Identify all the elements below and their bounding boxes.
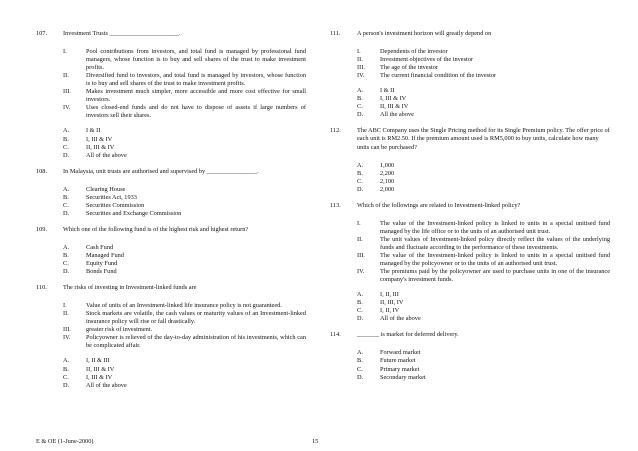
question-text: A person's investment horizon will greatly depend on [357,30,492,37]
answer-option [357,315,610,323]
question-text: The ABC Company uses the Single Pricing method for its Single Premium policy. The offer price of each unit is RM2.50. If the premium amount used is RM5,000 to buy units, calculate how many units can be purchased? [357,127,610,151]
spacer [36,237,306,244]
option-letter: D. [357,373,364,381]
option-letter: B. [63,193,69,201]
option-letter: D. [63,268,70,276]
question-number: 112. [330,127,341,135]
question-block [36,30,306,160]
question-number: 107. [36,30,48,37]
question-block [36,284,306,390]
statement-item [357,220,610,236]
option-text: Clearing House [86,185,126,193]
option-letter: C. [357,365,363,373]
statement-item [357,252,610,268]
option-text: 1,000 [380,161,395,169]
roman-numeral: III. [63,88,71,96]
statement-item [357,56,610,64]
option-text: 2,200 [380,169,395,177]
question-block [330,30,610,119]
option-text: Managed Fund [86,251,124,259]
statement-text: Investment objectives of the investor [380,56,474,64]
question-block [330,202,610,324]
statement-item [357,236,610,252]
spacer [330,342,610,349]
spacer [36,41,306,48]
question-block [36,168,306,218]
option-letter: B. [63,365,69,373]
question-stem [330,331,610,339]
option-text: Secondary market [380,373,426,381]
roman-numeral: IV. [63,104,71,112]
option-letter: D. [357,315,364,323]
spacer [36,179,306,186]
spacer [330,41,610,48]
option-text: Cash Fund [86,243,114,251]
answer-option [357,291,610,299]
question-stem [36,226,306,234]
left-column [36,30,306,398]
roman-numeral: I. [357,219,361,227]
answer-option [63,202,306,210]
roman-numeral: III. [63,326,71,334]
statement-text: The unit values of Investment-linked policy directly reflect the values of the underlying funds and fluctuate according to the performance of these investments. [380,235,610,251]
option-letter: A. [63,357,70,365]
option-letter: C. [63,260,69,268]
statement-text: The age of the investor [380,64,439,72]
answer-option [357,111,610,119]
option-letter: B. [63,135,69,143]
option-text: Securities Act, 1933 [86,193,137,201]
question-number: 109. [36,225,48,233]
question-number: 114. [330,331,341,339]
statement-item [357,72,610,80]
statement-text: The current financial condition of the investor [380,72,497,80]
statement-item [63,302,306,310]
answer-option [357,299,610,307]
option-text: I, III & IV [86,373,113,381]
answer-option [357,170,610,178]
option-letter: D. [63,151,70,159]
spacer [330,284,610,291]
spacer [330,155,610,162]
answer-option [63,152,306,160]
question-block [330,331,610,381]
answer-option [63,144,306,152]
question-stem [36,30,306,38]
spacer [330,213,610,220]
answer-option [63,268,306,276]
option-letter: A. [357,349,364,357]
question-text: In Malaysia, unit trusts are authorised and supervised by ________________. [63,167,259,175]
option-letter: A. [63,185,70,193]
question-text: Investment Trusts ______________________. [63,30,181,37]
statement-item [357,268,610,284]
statement-text: Pool contributions from investors, and total fund is managed by professional fund managers, whose function is to buy and sell shares of the trust to make investment profits. [86,48,306,72]
answer-option [63,366,306,374]
answer-option [357,366,610,374]
option-text: Forward market [380,349,421,357]
answer-option [63,210,306,218]
answer-option [357,186,610,194]
question-text: _______ is market for deferred delivery. [357,331,459,339]
option-letter: A. [63,243,70,251]
option-letter: C. [63,201,69,209]
option-text: II, III, IV [380,299,404,307]
option-letter: D. [357,185,364,193]
statement-item [63,326,306,334]
option-text: I & II [86,127,101,135]
roman-numeral: II. [357,56,363,64]
answer-option [63,244,306,252]
option-letter: B. [63,251,69,259]
roman-numeral: II. [63,310,69,318]
statement-item [63,334,306,350]
option-letter: C. [63,143,69,151]
question-number: 110. [36,284,47,292]
statement-item [357,64,610,72]
roman-numeral: I. [63,48,67,56]
question-text: The risks of investing in Investment-linked funds are [63,284,197,292]
question-text: Which of the followings are related to Investment-linked policy? [357,201,521,209]
question-stem [36,284,306,292]
statement-text: Policyowner is relieved of the day-to-day administration of his investments, which can be complicated affair. [86,334,306,350]
option-text: II, III & IV [86,143,115,151]
option-text: All the above [380,111,414,119]
question-stem [330,30,610,38]
option-letter: D. [63,381,70,389]
question-block [330,127,610,193]
option-text: Primary market [380,365,420,373]
option-text: Securities Commission [86,201,145,209]
answer-option [63,186,306,194]
answer-option [63,374,306,382]
statement-text: greater risk of investment. [86,326,153,334]
spacer [36,120,306,127]
answer-option [63,136,306,144]
option-letter: C. [63,373,69,381]
option-letter: A. [357,161,364,169]
answer-option [357,178,610,186]
spacer [36,295,306,302]
answer-option [63,252,306,260]
right-column [330,30,610,390]
option-text: I, II, III [380,291,399,299]
question-block [36,226,306,276]
spacer [36,350,306,357]
option-text: 2,000 [380,185,395,193]
footer-edition: E & OE (1-June-2000) [36,438,94,445]
option-text: Securities and Exchange Commission [86,209,182,217]
question-stem [330,202,610,210]
statement-item [63,88,306,104]
option-letter: C. [357,177,363,185]
statement-text: Stock markets are volatile, the cash values or maturity values of an Investment-linked insurance policy will rise or fall drastically. [86,310,306,326]
option-letter: D. [63,209,70,217]
answer-option [357,307,610,315]
option-letter: C. [357,103,363,111]
option-letter: D. [357,111,364,119]
page-number: 15 [312,438,319,445]
answer-option [63,194,306,202]
statement-text: Dependents of the investor [380,48,448,56]
answer-option [357,349,610,357]
question-number: 108. [36,167,48,175]
roman-numeral: I. [357,48,361,56]
answer-option [63,382,306,390]
option-text: 2,100 [380,177,395,185]
statement-text: The value of the Investment-linked policy is linked to units in a special unitised fund managed by the policyowner or to the units of an authorised unit trust. [380,251,610,268]
option-text: II, III & IV [380,103,409,111]
spacer [330,80,610,87]
option-text: All of the above [380,315,421,323]
option-letter: B. [357,169,363,177]
statement-text: Value of units of an Investment-linked life insurance policy is not guaranteed. [86,302,282,310]
option-letter: A. [357,291,364,299]
option-text: Future market [380,357,416,365]
statement-text: The value of the Investment-linked policy is linked to units in a special unitised fund managed by the life office or to the units of an authorised unit trust. [380,219,610,235]
option-text: All of the above [86,381,127,389]
option-text: I, III & IV [380,95,407,103]
statement-item [63,104,306,120]
question-number: 113. [330,201,341,209]
roman-numeral: IV. [63,334,71,342]
statement-item [63,48,306,72]
roman-numeral: II. [357,235,363,243]
answer-option [357,357,610,365]
option-text: I, II, IV [380,307,400,315]
statement-text: Uses closed-end funds and do not have to dispose of assets if large numbers of investors sell their shares. [86,104,306,120]
roman-numeral: IV. [357,72,365,80]
answer-option [357,103,610,111]
option-text: Equity Fund [86,260,118,268]
answer-option [357,95,610,103]
roman-numeral: II. [63,72,69,80]
question-number: 111. [330,30,341,37]
option-letter: B. [357,357,363,365]
statement-item [63,310,306,326]
option-text: All of the above [86,151,127,159]
statement-text: Diversified fund to investors, and total fund is managed by investors, whose function is to buy and sell shares of the trust to make investment profits. [86,72,306,88]
option-letter: B. [357,299,363,307]
option-letter: A. [357,87,364,95]
answer-option [357,87,610,95]
option-letter: A. [63,127,70,135]
roman-numeral: III. [357,64,365,72]
option-text: I & II [380,87,395,95]
option-text: I, III & IV [86,135,113,143]
option-text: I, II & III [86,357,110,365]
question-stem [330,127,610,151]
option-letter: B. [357,95,363,103]
option-text: II, III & IV [86,365,115,373]
question-stem [36,168,306,176]
statement-item [63,72,306,88]
answer-option [63,127,306,135]
statement-text: Makes investment much simpler, more accessible and more cost effective for small investors. [86,88,306,104]
answer-option [357,162,610,170]
roman-numeral: I. [63,302,67,310]
option-letter: C. [357,307,363,315]
question-text: Which one of the following fund is of the highest risk and highest return? [63,225,249,233]
answer-option [357,374,610,382]
answer-option [63,260,306,268]
option-text: Bonds Fund [86,268,117,276]
answer-option [63,357,306,365]
roman-numeral: IV. [357,268,365,276]
roman-numeral: III. [357,251,365,259]
statement-text: The premiums paid by the policyowner are used to purchase units in one of the insurance company's investment funds. [380,268,610,284]
statement-item [357,48,610,56]
